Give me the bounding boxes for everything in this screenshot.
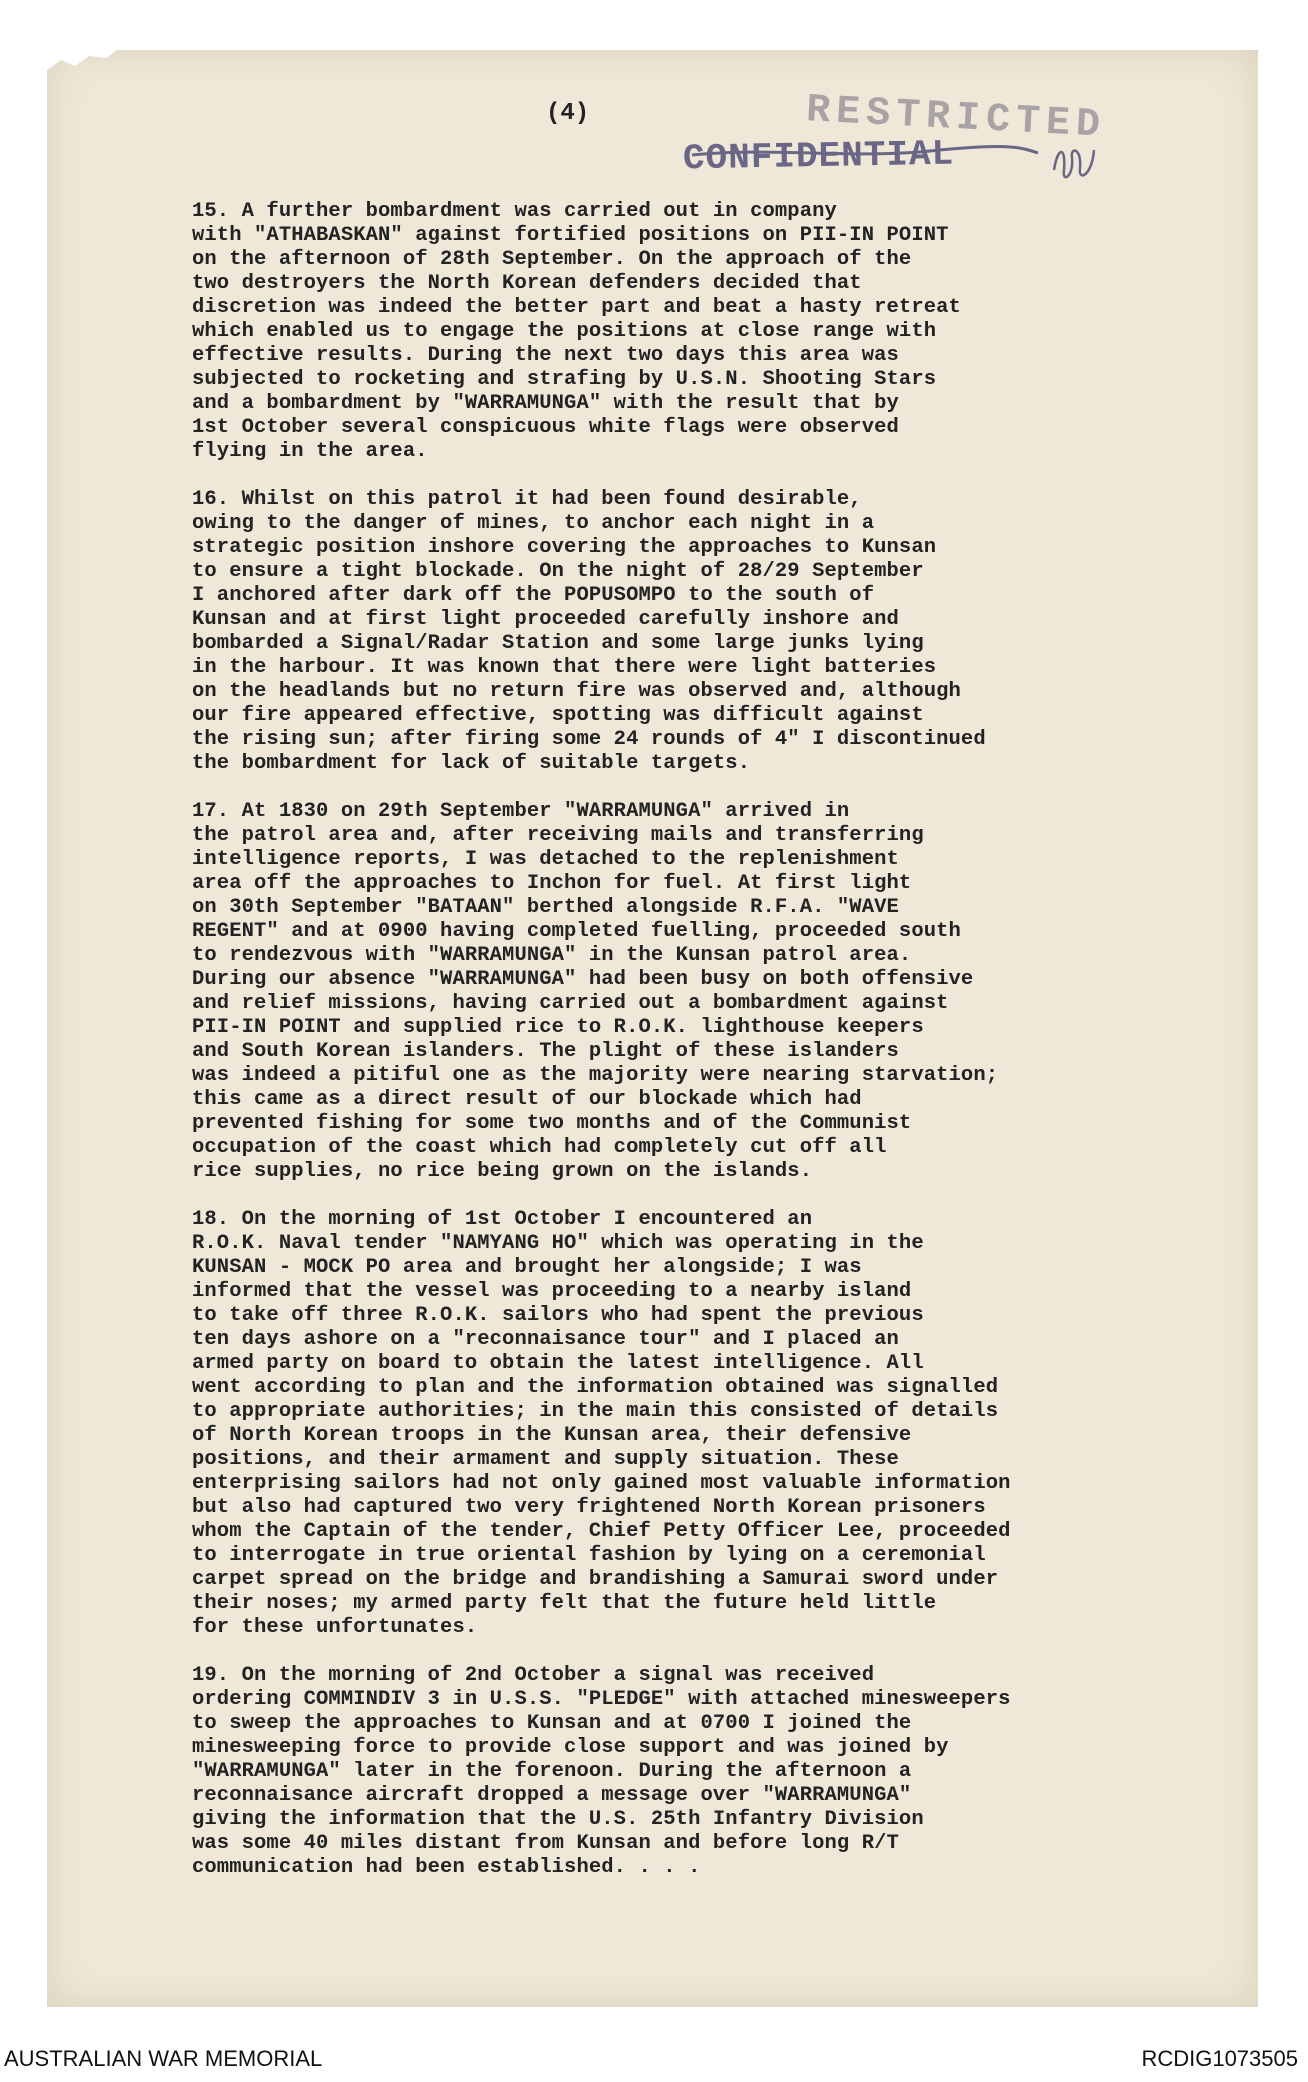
restricted-stamp: RESTRICTED [805,88,1108,149]
paragraph-19: 19. On the morning of 2nd October a signal was received ordering COMMINDIV 3 in U.S.S. "PLEDGE" with attached minesweepers to sweep the approaches to Kunsan and at 0700 I joined the minesweeping force to provide close support and was joined by "WARRAMUNGA" later in the forenoon. During the afternoon a reconnaisance aircraft dropped a message over "WARRAMUNGA" giving the information that the U.S. 25th Infantry Division was some 40 miles distant from Kunsan and before long R/T communication had been established. . . . [192,1664,1011,1879]
paragraph-18: 18. On the morning of 1st October I encountered an R.O.K. Naval tender "NAMYANG HO" which was operating in the KUNSAN - MOCK PO area and brought her alongside; I was informed that the vessel was proceeding to a nearby island to take off three R.O.K. sailors who had spent the previous ten days ashore on a "reconnaisance tour" and I placed an armed party on board to obtain the latest intelligence. All went according to plan and the information obtained was signalled to appropriate authorities; in the main this consisted of details of North Korean troops in the Kunsan area, their defensive positions, and their armament and supply situation. These enterprising sailors had not only gained most valuable information but also had captured two very frightened North Korean prisoners whom the Captain of the tender, Chief Petty Officer Lee, proceeded to interrogate in true oriental fashion by lying on a ceremonial carpet spread on the bridge and brandishing a Samurai sword under their noses; my armed party felt that the future held little for these unfortunates. [192,1208,1011,1639]
paragraph-15: 15. A further bombardment was carried out in company with "ATHABASKAN" against fortified positions on PII-IN POINT on the afternoon of 28th September. On the approach of the two destroyers the North Korean defenders decided that discretion was indeed the better part and beat a hasty retreat which enabled us to engage the positions at close range with effective results. During the next two days this area was subjected to rocketing and strafing by U.S.N. Shooting Stars and a bombardment by "WARRAMUNGA" with the result that by 1st October several conspicuous white flags were observed flying in the area. [192,200,961,463]
paragraph-16: 16. Whilst on this patrol it had been found desirable, owing to the danger of mines, to anchor each night in a strategic position inshore covering the approaches to Kunsan to ensure a tight blockade. On the night of 28/29 September I anchored after dark off the POPUSOMPO to the south of Kunsan and at first light proceeded carefully inshore and bombarded a Signal/Radar Station and some large junks lying in the harbour. It was known that there were light batteries on the headlands but no return fire was observed and, although our fire appeared effective, spotting was difficult against the rising sun; after firing some 24 rounds of 4" I discontinued the bombardment for lack of suitable targets. [192,488,986,775]
page-number: (4) [546,100,590,127]
paragraph-17: 17. At 1830 on 29th September "WARRAMUNGA" arrived in the patrol area and, after receiving mails and transferring intelligence reports, I was detached to the replenishment area off the approaches to Inchon for fuel. At first light on 30th September "BATAAN" berthed alongside R.F.A. "WAVE REGENT" and at 0900 having completed fuelling, proceeded south to rendezvous with "WARRAMUNGA" in the Kunsan patrol area. During our absence "WARRAMUNGA" had been busy on both offensive and relief missions, having carried out a bombardment against PII-IN POINT and supplied rice to R.O.K. lighthouse keepers and South Korean islanders. The plight of these islanders was indeed a pitiful one as the majority were nearing starvation; this came as a direct result of our blockade which had prevented fishing for some two months and of the Communist occupation of the coast which had completely cut off all rice supplies, no rice being grown on the islands. [192,800,999,1183]
footer-record-id: RCDIG1073505 [1141,2046,1298,2071]
document-body [192,200,1192,1904]
handwritten-initials-icon [1050,140,1098,186]
stamp-strike-line [690,145,1040,161]
footer-archive-name: AUSTRALIAN WAR MEMORIAL [4,2046,323,2071]
confidential-stamp: CONFIDENTIAL [682,133,955,180]
